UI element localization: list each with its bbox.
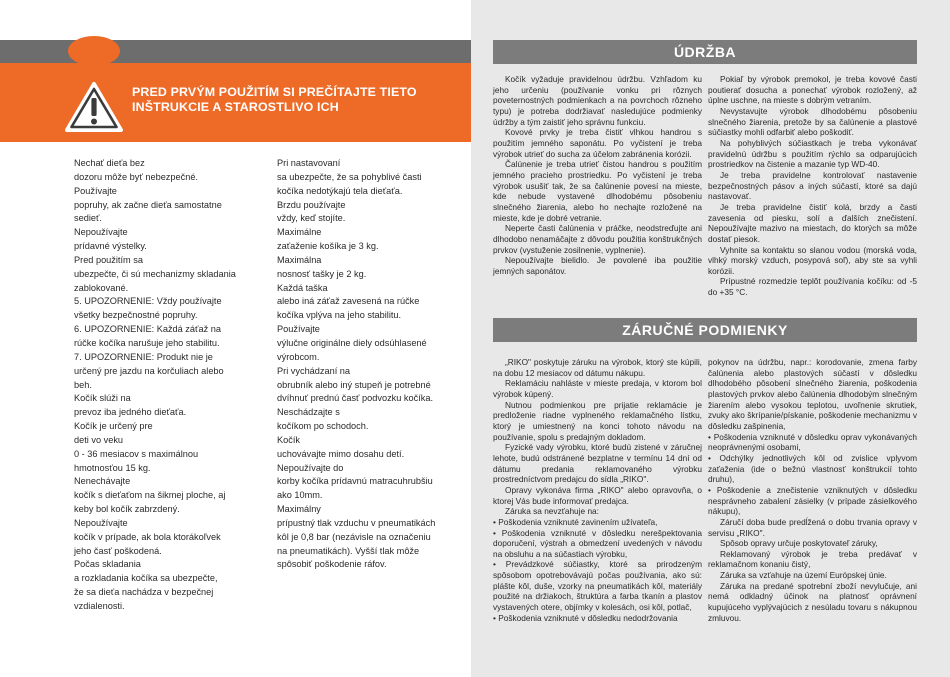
warranty-header: ZÁRUČNÉ PODMIENKY	[493, 318, 917, 342]
paragraph: Kočík vyžaduje pravidelnou údržbu. Vzhľadom ku jeho určeniu (používanie vonku pri rôznych poveternostných podmienkach a na povrchoch rôzneho typu) je potreba dodržiavať nasledujúce podmienky údržby a tým zaistiť jeho správnu funkciu.	[493, 74, 702, 127]
paragraph: Pokiaľ by výrobok premokol, je treba kovové časti poutierať dosucha a ponechať výrobok rozložený, až úplne uschne, na mieste s dobrým vetraním.	[708, 74, 917, 106]
maintenance-column-2	[708, 74, 917, 298]
paragraph: Neperte časti čalúnenia v práčke, neodstreďujte ani dlhodobo nenamáčajte z dôvodu použitia konštrukčných prvkov (vystuženie zosilnenie, vyplnenie).	[493, 223, 702, 255]
paragraph: • Poškodenia vzniknuté v dôsledku oprav vykonávaných neoprávnenými osobami,	[708, 431, 917, 453]
paragraph: Nepoužívajte bielidlo. Je povolené iba použitie jemných saponátov.	[493, 255, 702, 276]
paragraph: pokynov na údržbu, napr.: korodovanie, zmena farby čalúnenia alebo plastových súčastí v dôsledku dlhodobého pôsobení slnečného žiarenia, poškodenia plastových prvkov alebo čalúnenia dlhodobým slnečným žiarením alebo vysokou teplotou, uvoľnenie skrutiek, zvuky ako škrípanie/pískanie, poškodenie mechanizmu v dôsledku zašpinenia,	[708, 357, 917, 431]
paragraph: • Poškodenia vzniknuté v dôsledku nerešpektovania doporučení, výstrah a obmedzení uvedených v návodu na obsluhu a na súčastiach výrobku,	[493, 527, 702, 559]
paragraph: • Poškodenia vzniknuté zavinením užívateľa,	[493, 516, 658, 527]
paragraph: Záruka na predané spotrební zboží nevylučuje, ani nemá odkladný účinok na platnosť oprávnení kupujúceho vyplývajúcich z nesúladu tovaru s nákupnou zmluvou.	[708, 580, 917, 623]
safety-column-2: Pri nastavovaní sa ubezpečte, že sa pohyblivé časti kočíka nedotýkajú tela dieťaťa. Brzdu používajte vždy, keď stojíte. Maximálne zaťaženie košíka je 3 kg. Maximálna nosnosť tašky je 2 kg. Každá taška alebo iná záťaž zavesená na rúčke kočíka vplýva na jeho stabilitu. Používajte výlučne originálne diely odsúhlasené výrobcom. Pri vychádzaní na obrubník alebo iný stupeň je potrebné dvíhnuť prednú časť podvozku kočíka. Neschádzajte s kočíkom po schodoch. Kočík uchovávajte mimo dosahu detí. Nepoužívajte do korby kočíka prídavnú matracuhrubšiu ako 10mm. Maximálny prípustný tlak vzduchu v pneumatikách kôl je 0,8 bar (nezávisle na označeniu na pneumatikách). Vyšší tlak môže spôsobiť poškodenie ráfov.	[277, 158, 436, 570]
paragraph: Nevystavujte výrobok dlhodobému pôsobeniu slnečného žiarenia, pretože by sa čalúnenie a plastové súčiastky mohli odfarbiť alebo poškodiť.	[708, 105, 917, 138]
paragraph: Je treba pravidelne kontrolovať nastavenie bezpečnostných pásov a iných súčastí, ktoré sa dajú nastavovať.	[708, 169, 917, 202]
paragraph: Reklamáciu nahláste v mieste predaja, v ktorom bol výrobok kúpený.	[493, 378, 702, 399]
paragraph: Spôsob opravy určuje poskytovateľ záruky,	[720, 538, 878, 549]
paragraph: Reklamovaný výrobok je treba predávať v reklamačnom konaniu čistý,	[708, 548, 917, 570]
paragraph: Záruka sa nevzťahuje na:	[505, 506, 599, 517]
paragraph: • Poškodenie a znečistenie vzniknutých v dôsledku nesprávneho zabalení zásielky (v prípade zásielkového nákupu),	[708, 484, 917, 517]
paragraph: Záruka sa vzťahuje na území Európskej únie.	[720, 570, 887, 581]
paragraph: Nutnou podmienkou pre prijatie reklamácie je predloženie riadne vyplneného reklamačného lístku, ktorý je umiestnený na konci tohoto návodu na používanie, spolu s predajným dokladom.	[493, 399, 702, 442]
left-page	[0, 0, 471, 677]
safety-column-1: Nechať dieťa bez dozoru môže byť nebezpečné. Používajte popruhy, ak začne dieťa samostatne sedieť. Nepoužívajte prídavné výstelky. Pred použitím sa ubezpečte, či sú mechanizmy skladania zablokované. 5. UPOZORNENIE: Vždy používajte všetky bezpečnostné popruhy. 6. UPOZORNENIE: Každá záťaž na rúčke kočíka narušuje jeho stabilitu. 7. UPOZORNENIE: Produkt nie je určený pre jazdu na korčuliach alebo beh. Kočík slúži na prevoz iba jedného dieťaťa. Kočík je určený pre deti vo veku 0 - 36 mesiacov s maximálnou hmotnosťou 15 kg. Nenechávajte kočík s dieťaťom na šikmej ploche, aj keby bol kočík zabrzdený. Nepoužívajte kočík v prípade, ak bola ktorákoľvek jeho časť poškodená. Počas skladania a rozkladania kočíka sa ubezpečte, že sa dieťa nachádza v bezpečnej vzdialenosti.	[74, 158, 236, 611]
paragraph: Je treba pravidelne čistiť kolá, brzdy a časti zavesenia od piesku, solí a ďalších znečistení. Nepoužívajte mazivo na miestach, do ktorých sa môže dostať piesok.	[708, 201, 917, 244]
paragraph: Vyhnite sa kontaktu so slanou vodou (morská voda, vlhký morský vzduch, posypová soľ), aby ste sa vyhli korózii.	[708, 244, 917, 276]
paragraph: Na pohyblivých súčiastkach je treba vykonávať pravidelnú údržbu s použitím rýchlo sa odparujúcich prostriedkov na čistenie a mazanie typ WD-40.	[708, 137, 917, 170]
paragraph: • Odchýlky jednotlivých kôl od zvislice vplyvom zaťaženia (ide o bežnú vlastnosť konštrukcií tohto druhu),	[708, 452, 917, 485]
maintenance-header: ÚDRŽBA	[493, 40, 917, 64]
warranty-column-1	[493, 357, 702, 623]
right-page	[471, 0, 950, 677]
paragraph: • Prevádzkové súčiastky, ktoré sa prirodzeným spôsobom opotrebovávajú počas používania, ako sú: plášte kôl, duše, vzorky na pneumatikách kôl, materiály použité na držiakoch, štruktúra a farba tkanín a plastov vystavených otere, objímky v kolesách, osi kôl, potlač,	[493, 559, 702, 613]
paragraph: „RIKO" poskytuje záruku na výrobok, ktorý ste kúpili, na dobu 12 mesiacov od dátumu nákupu.	[493, 357, 702, 378]
paragraph: Čalúnenie je treba utrieť čistou handrou s použitím jemného pracieho prostriedku. Po vyčistení je treba výrobok usušiť tak, že sa čalúnenie povesí na mieste, kde nebude vystavené dlhodobému pôsobeniu slnečného žiarenia, alebo ho nechajte rozložené na mieste, kde je dobré vetranie.	[493, 159, 702, 223]
maintenance-column-1	[493, 74, 702, 276]
warning-title: PRED PRVÝM POUŽITÍM SI PREČÍTAJTE TIETO INŠTRUKCIE A STAROSTLIVO ICH	[132, 85, 417, 114]
paragraph: Prípustné rozmedzie teplôt používania kočíku: od -5 do +35 °C.	[708, 276, 917, 298]
paragraph: Kovové prvky je treba čistiť vlhkou handrou s použitím jemného saponátu. Po vyčistení je treba výrobok utrieť do sucha za účelom zabránenia korózii.	[493, 127, 702, 159]
paragraph: Opravy vykonáva firma „RIKO" alebo opravovňa, o ktorej Vás bude informovať predajca.	[493, 484, 702, 506]
page-tab-marker	[68, 36, 120, 66]
paragraph: • Poškodenia vzniknuté v dôsledku nedodržovania	[493, 612, 678, 623]
warranty-column-2	[708, 357, 917, 623]
paragraph: Fyzické vady výrobku, ktoré budú zistené v záručnej lehote, budú odstránené bezplatne v termínu 14 dní od dátumu predania reklamovaného výrobku prostredníctvom predajcu do sídla „RIKO".	[493, 442, 702, 485]
paragraph: Záručí doba bude predĺžená o dobu trvania opravy v servisu „RIKO".	[708, 516, 917, 538]
warning-triangle-icon	[64, 80, 124, 134]
